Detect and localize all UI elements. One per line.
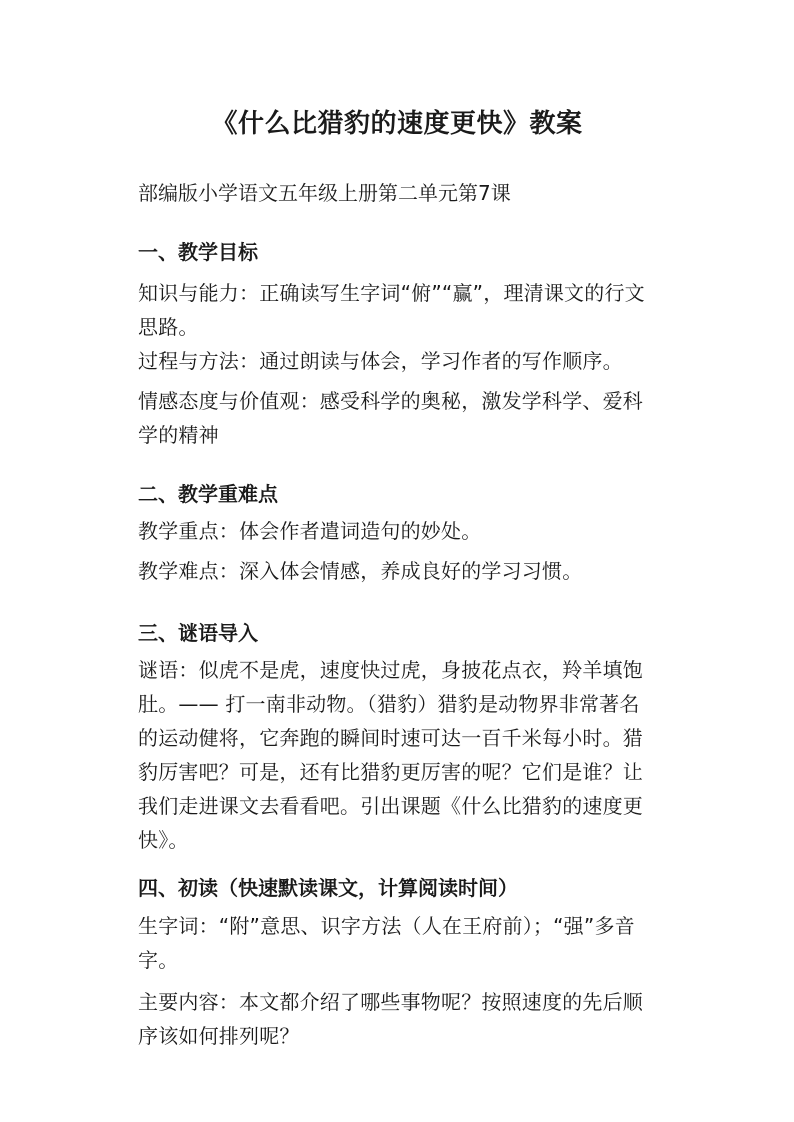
paragraph-new-words <box>138 909 698 977</box>
document-title: 《什么比猎豹的速度更快》教案 <box>211 109 583 139</box>
text-line: 主要内容：本文都介绍了哪些事物呢？按照速度的先后顺 <box>138 990 643 1014</box>
text-line: 知识与能力：正确读写生字词“俯”“赢”，理清课文的行文 <box>138 281 645 305</box>
section-heading-riddle-intro: 三、谜语导入 <box>138 621 258 645</box>
section-heading-teaching-goals: 一、教学目标 <box>138 240 258 264</box>
text-line: 思路。 <box>138 315 199 339</box>
text-line: 豹厉害吧？可是，还有比猎豹更厉害的呢？它们是谁？让 <box>138 760 643 784</box>
text-line: 谜语：似虎不是虎，速度快过虎，身披花点衣，羚羊填饱 <box>138 658 643 682</box>
text-line: 教学重点：体会作者遣词造句的妙处。 <box>138 519 482 543</box>
text-line: 生字词：“附”意思、识字方法（人在王府前）；“强”多音 <box>138 914 635 938</box>
text-line: 过程与方法：通过朗读与体会，学习作者的写作顺序。 <box>138 349 623 373</box>
paragraph-process-method <box>138 344 698 378</box>
paragraph-riddle <box>138 653 698 857</box>
document-subtitle: 部编版小学语文五年级上册第二单元第7课 <box>138 181 511 205</box>
paragraph-main-content <box>138 985 698 1053</box>
section-heading-first-reading: 四、初读（快速默读课文，计算阅读时间） <box>138 876 518 900</box>
text-line: 字。 <box>138 948 179 972</box>
paragraph-emotion-values <box>138 384 698 452</box>
section-heading-key-points: 二、教学重难点 <box>138 482 278 506</box>
text-line: 情感态度与价值观：感受科学的奥秘，激发学科学、爱科 <box>138 389 643 413</box>
text-line: 的运动健将，它奔跑的瞬间时速可达一百千米每小时。猎 <box>138 726 643 750</box>
text-line: 序该如何排列呢？ <box>138 1024 300 1048</box>
paragraph-key-point <box>138 514 698 548</box>
text-line: 教学难点：深入体会情感，养成良好的学习习惯。 <box>138 559 583 583</box>
text-line: 肚。—— 打一南非动物。（猎豹）猎豹是动物界非常著名 <box>138 692 640 716</box>
paragraph-difficult-point <box>138 554 698 588</box>
text-line: 我们走进课文去看看吧。引出课题《什么比猎豹的速度更 <box>138 794 643 818</box>
paragraph-knowledge-ability <box>138 276 698 344</box>
text-line: 快》。 <box>138 828 189 852</box>
text-line: 学的精神 <box>138 423 219 447</box>
